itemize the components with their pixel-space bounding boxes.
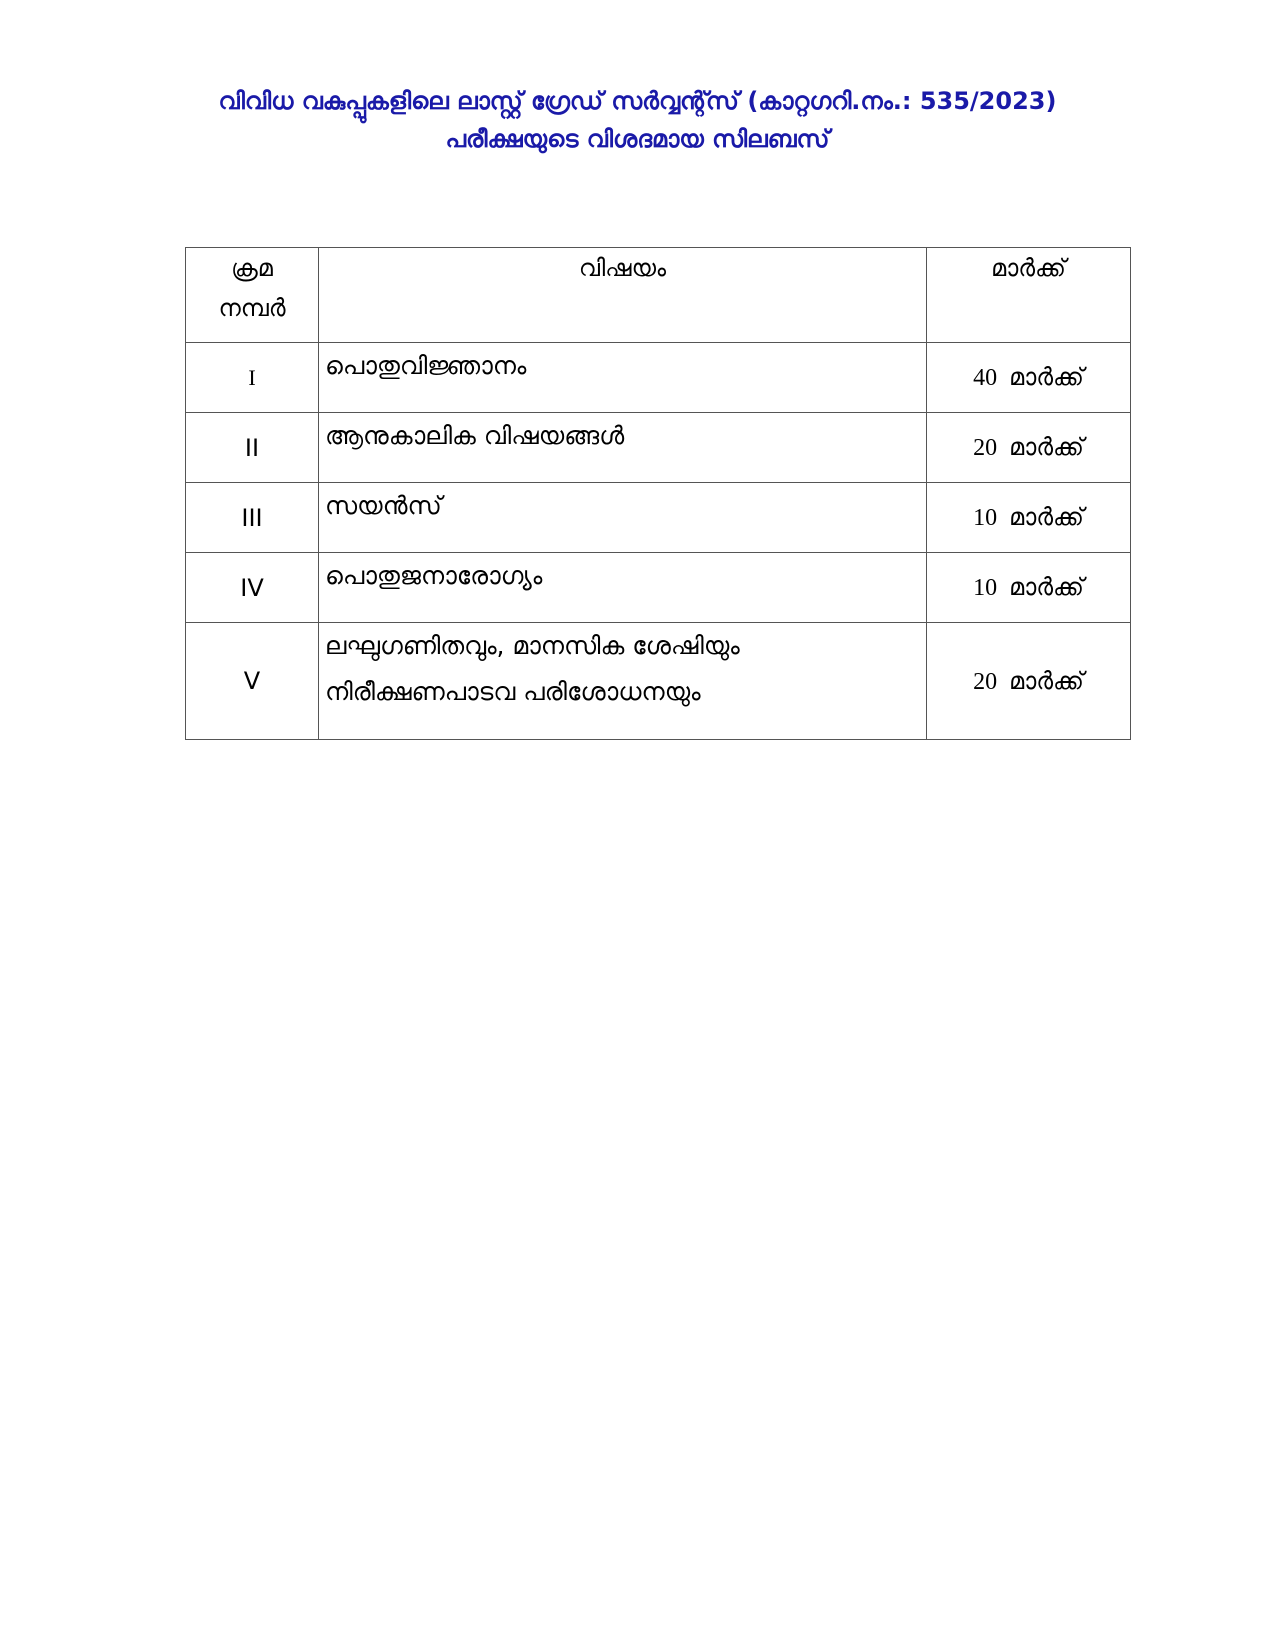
row-subject-line-2: നിരീക്ഷണപാടവ പരിശോധനയും — [325, 677, 701, 706]
header-serial-number — [186, 248, 319, 343]
row-subject — [319, 413, 927, 483]
row-subject — [319, 343, 927, 413]
marks-value: 20 — [973, 435, 998, 461]
row-subject — [319, 553, 927, 623]
row-number: II — [186, 413, 319, 483]
table-row — [186, 623, 1131, 740]
marks-unit: മാർക്ക് — [1009, 363, 1084, 391]
table-row — [186, 483, 1131, 553]
marks-unit: മാർക്ക് — [1009, 666, 1084, 695]
marks-value: 20 — [973, 668, 998, 695]
row-marks — [927, 623, 1131, 740]
header-subject: വിഷയം — [319, 248, 927, 343]
table-row — [186, 553, 1131, 623]
row-marks — [927, 343, 1131, 413]
row-subject — [319, 623, 927, 740]
document-title — [0, 82, 1275, 158]
syllabus-table — [185, 247, 1131, 740]
row-subject-line-1: പൊതുവിജ്ഞാനം — [325, 351, 527, 380]
row-subject-line-1: ലഘുഗണിതവും, മാനസിക ശേഷിയും — [325, 631, 740, 660]
row-number: I — [186, 343, 319, 413]
marks-unit: മാർക്ക് — [1009, 503, 1084, 531]
marks-value: 40 — [973, 365, 998, 391]
title-line-1: വിവിധ വകുപ്പുകളിലെ ലാസ്റ്റ് ഗ്രേഡ് സർവ്വന്റ്സ് (കാറ്റഗറി.നം.: 535/2023) — [218, 87, 1057, 115]
row-subject-line-1: പൊതുജനാരോഗ്യം — [325, 561, 543, 590]
header-marks: മാർക്ക് — [927, 248, 1131, 343]
row-marks — [927, 413, 1131, 483]
row-marks — [927, 553, 1131, 623]
row-number: V — [186, 623, 319, 740]
row-subject-line-1: സയൻസ് — [325, 491, 442, 520]
marks-value: 10 — [973, 575, 998, 601]
header-serial-line-2: നമ്പർ — [218, 294, 286, 322]
row-number: IV — [186, 553, 319, 623]
marks-value: 10 — [973, 505, 998, 531]
table-row — [186, 413, 1131, 483]
title-line-2: പരീക്ഷയുടെ വിശദമായ സിലബസ് — [445, 125, 830, 153]
marks-unit: മാർക്ക് — [1009, 433, 1084, 461]
row-subject-line-1: ആനുകാലിക വിഷയങ്ങൾ — [325, 421, 625, 450]
row-subject — [319, 483, 927, 553]
table-row — [186, 343, 1131, 413]
row-marks — [927, 483, 1131, 553]
table-header-row — [186, 248, 1131, 343]
marks-unit: മാർക്ക് — [1009, 573, 1084, 601]
header-serial-line-1: ക്രമ — [231, 254, 273, 282]
row-number: III — [186, 483, 319, 553]
